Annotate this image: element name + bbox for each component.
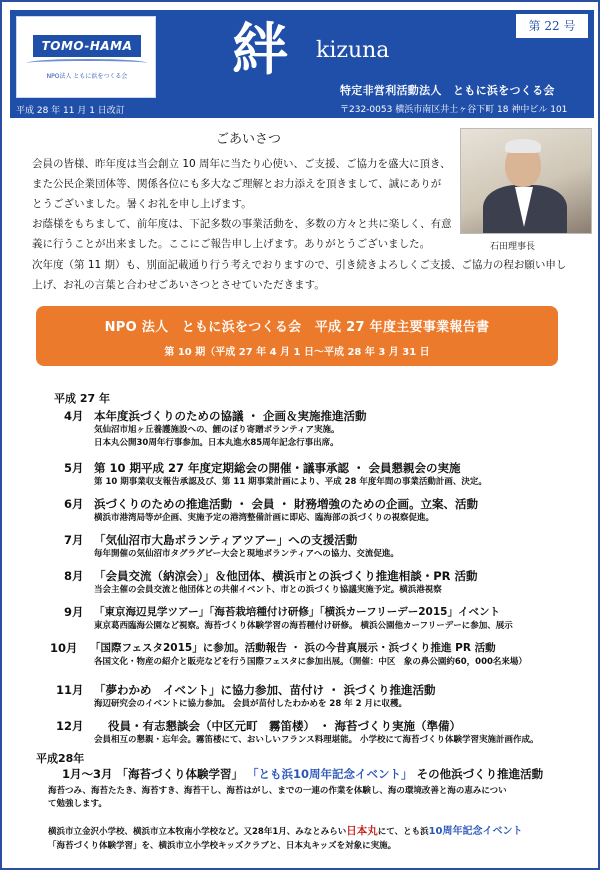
special-line: 海苔つみ、海苔たたき、海苔すき、海苔干し、海苔はがし、までの一連の作業を体験し、海の環境改善と海の恵みについ [48,786,507,796]
special-title-b: 「とも浜10周年記念イベント」 [247,767,413,781]
entry-title: 「会員交流（納涼会）」＆他団体、横浜市との浜づくり推進相談・PR 活動 [94,569,478,583]
entry-detail: 当会主催の会員交流と他団体との共催イベント、市との浜づくり協議実施予定。横浜港視察 [94,585,442,595]
entry-month: 12月 [56,719,84,733]
greeting-closing [32,255,592,295]
entry-title: 本年度浜づくりのための協議 ・ 企画＆実施推進活動 [94,409,367,423]
special-line3-c: にて、とも浜 [377,827,429,837]
special-line3-b: 日本丸 [346,825,378,837]
special-line3-a: 横浜市立金沢小学校、横浜市立本牧南小学校など。又28年1月、みなとみらい [48,827,347,837]
photo-hair [505,139,541,153]
chairman-photo [460,128,592,234]
entry-detail: 各国文化・物産の紹介と販売などを行う国際フェスタに参加出展。（開催：中区 象の鼻公園約60，000名来場） [94,657,527,667]
year-heading: 平成28年 [36,752,85,765]
organization-name: 特定非営利活動法人 ともに浜をつくる会 [340,84,555,97]
special-description-2 [48,824,523,853]
greeting-line: 上げ、お礼の言葉と合わせごあいさつとさせていただきます。 [32,279,325,291]
banner-title: NPO 法人 ともに浜をつくる会 平成 27 年度主要事業報告書 [104,320,490,335]
special-line3-d: 10周年記念イベント [428,826,523,837]
tomo-hama-logo [16,16,156,98]
banner-subtitle: 第 10 期（平成 27 年 4 月 1 日～平成 28 年 3 月 31 日 [164,347,430,358]
entry-title: 役員・有志懇談会（中区元町 霧笛楼） ・ 海苔づくり実施（準備） [108,719,462,733]
entry-title: 「夢わかめ イベント」に協力参加、苗付け ・ 浜づくり推進活動 [94,683,436,697]
special-line: 「海苔づくり体験学習」を、横浜市立小学校キッズクラブと、日本丸キッズを対象に実施。 [48,841,397,851]
greeting-title: ごあいさつ [216,132,282,147]
entry-month: 9月 [64,605,84,619]
entry-month: 11月 [56,683,84,697]
entry-detail: 毎年開催の気仙沼市タグラグビー大会と現地ボランティアへの協力、交流促進。 [94,549,399,559]
greeting-line: また公民企業団体等、関係各位にも多大なご理解とお力添えを頂きまして、誠にありが [32,178,442,190]
report-banner [36,306,558,366]
kizuna-kanji: 絆 [232,17,288,83]
logo-subtitle: NPO法人 ともに浜をつくる会 [46,73,128,80]
entry-month: 7月 [64,533,84,547]
greeting-line: お蔭様をもちまして、前年度は、下記多数の事業活動を、多数の方々と共に楽しく、有意 [32,218,452,230]
greeting-line: 次年度（第 11 期）も、別面記載通り行う考えでおりますので、引き続きよろしくご支援、ご協力の程お願い申し [32,259,567,271]
masthead [10,10,594,118]
kizuna-title: kizuna [316,38,390,63]
entry-title: 浜づくりのための推進活動 ・ 会員 ・ 財務増強のための企画。立案、活動 [94,497,479,511]
entry-detail: 気仙沼市旭ヶ丘養護施設への、鯉のぼり寄贈ボランティア実施。 [94,425,340,435]
special-title-c: その他浜づくり推進活動 [416,767,544,781]
entry-detail: 日本丸公開30周年行事参加。日本丸進水85周年記念行事出席。 [94,438,339,448]
special-description [48,785,507,811]
entry-title: 第 10 期平成 27 年度定期総会の開催・議事承認 ・ 会員懇親会の実施 [94,461,461,475]
year-heading: 平成 27 年 [54,392,110,405]
entry-month: 4月 [64,409,84,423]
greeting-line: 会員の皆様、昨年度は当会創立 10 周年に当たり心使い、ご支援、ご協力を盛大に頂き、 [32,158,451,170]
revised-date: 平成 28 年 11 月 1 日改訂 [16,106,125,116]
entry-month: 5月 [64,461,84,475]
entry-month: 10月 [50,641,78,655]
logo-title: TOMO-HAMA [33,35,141,57]
greeting-line: とうございました。暑くお礼を申し上げます。 [32,198,252,210]
special-title-a: 「海苔づくり体験学習」 [116,767,244,781]
entry-detail: 東京葛西臨海公園など視察。海苔づくり体験学習の海苔種付け研修。 横浜公園他カーフリーデーに参加、展示 [94,621,513,631]
issue-number: 第 22 号 [516,14,588,38]
greeting-body [32,154,462,254]
special-title [62,766,543,782]
entry-title: 「東京海辺見学ツアー」「海苔栽培種付け研修」「横浜カーフリーデー2015」イベント [94,606,500,618]
entry-month: 8月 [64,569,84,583]
entry-detail: 海辺研究会のイベントに協力参加。 会員が苗付したわかめを 28 年 2 月に収穫。 [94,699,408,709]
logo-swoosh-icon [27,59,147,67]
entry-detail: 第 10 期事業収支報告承認及び、第 11 期事業計画により、平成 28 年度年間の事業活動計画、決定。 [94,477,487,487]
special-line [48,824,523,839]
special-months: 1月～3月 [62,767,113,781]
entry-detail: 会員相互の懇親・忘年会。霧笛楼にて、おいしいフランス料理堪能。 小学校にて海苔づくり体験学習実施計画作成。 [94,735,539,745]
entry-title: 「国際フェスタ2015」に参加。活動報告 ・ 浜の今昔真展示・浜づくり推進 PR 活動 [90,642,496,654]
photo-caption: 石田理事長 [490,242,536,252]
organization-address: 〒232-0053 横浜市南区井土ヶ谷下町 18 神中ビル 101 [340,105,568,115]
special-line: て勉強します。 [48,799,107,809]
entry-title: 「気仙沼市大島ボランティアツアー」への支援活動 [94,533,358,547]
entry-month: 6月 [64,497,84,511]
greeting-line: 義に行うことが出来ました。ここにご報告申し上げます。ありがとうございました。 [32,238,431,250]
entry-detail: 横浜市港湾局等が企画、実施予定の港湾整備計画に即応、臨海部の浜づくりの視察促進。 [94,513,435,523]
